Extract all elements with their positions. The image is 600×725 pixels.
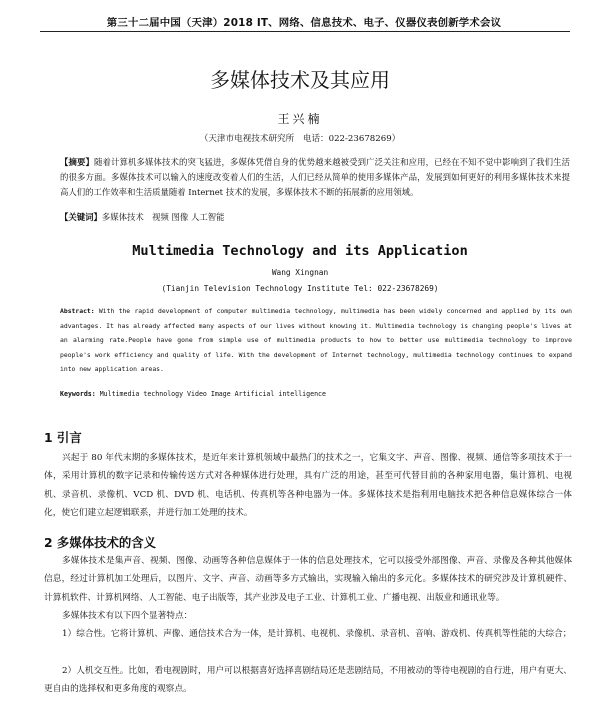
abstract-en-label: Abstract:	[60, 307, 95, 315]
feature-item-interactivity: 2）人机交互性。比如，看电视剧时，用户可以根据喜好选择喜剧结局还是悲剧结局，不用被动的等待电视剧的自行进，用户有更大、更自由的选择权和更多角度的观察点。	[44, 666, 572, 695]
header-rule	[40, 31, 570, 32]
section-1-paragraph: 兴起于 80 年代末期的多媒体技术，是近年来计算机领域中最热门的技术之一，它集文字、声音、图像、视频、通信等多项技术于一体，采用计算机的数字记录和传输传送方式对各种媒体进行处理，具有广泛的用途，甚至可代替目前的各种家用电器，集计算机、电视机、录音机、录像机、VCD 机、DVD 机、电话机、传真机等各种电器为一体。多媒体技术是指利用电脑技术把各种信息媒体综合一体化，使它们建立起逻辑联系，并进行加工处理的技术。	[44, 453, 572, 518]
section-heading-meaning: 2 多媒体技术的含义	[44, 535, 157, 550]
affiliation-en: (Tianjin Television Technology Institute Tel: 022-23678269)	[161, 284, 439, 293]
keywords-en-text: Multimedia technology Video Image Artificial intelligence	[95, 390, 326, 398]
abstract-cn	[60, 155, 570, 200]
keywords-en	[60, 390, 572, 398]
section-2-paragraph: 多媒体技术是集声音、视频、图像、动画等各种信息媒体于一体的信息处理技术，它可以接受外部图像、声音、录像及各种其他媒体信息，经过计算机加工处理后，以图片、文字、声音、动画等多方式输出，实现输入输出的多元化。多媒体技术的研究涉及计算机硬件、计算机软件、计算机网络、人工智能、电子出版等，其产业涉及电子工业、计算机工业、广播电视、出版业和通讯业等。	[44, 556, 572, 603]
abstract-cn-text: 随着计算机多媒体技术的突飞猛进，多媒体凭借自身的优势越来越被受到广泛关注和应用，已经在不知不觉中影响到了我们生活的很多方面。多媒体技术可以输入的速度改变着人们的生活，人们已经从简单的使用多媒体产品，发展到如何更好的利用多媒体技术来提高人们的工作效率和生活质量随着 Internet 技术的发展，多媒体技术不断的拓展新的应用领域。	[60, 157, 571, 197]
keywords-cn	[60, 210, 570, 224]
running-header: 第三十二届中国（天津）2018 IT、网络、信息技术、电子、仪器仪表创新学术会议	[106, 17, 502, 29]
affiliation-cn: （天津市电视技术研究所 电话：022-23678269）	[199, 134, 401, 144]
author-en: Wang Xingnan	[271, 268, 329, 277]
author-cn: 王兴楠	[277, 112, 323, 126]
keywords-cn-label: 【关键词】	[60, 212, 102, 222]
keywords-cn-text: 多媒体技术 视频 图像 人工智能	[101, 212, 225, 222]
abstract-en	[60, 304, 572, 377]
feature-item-integration: 1）综合性。它将计算机、声像、通信技术合为一体，是计算机、电视机、录像机、录音机、音响、游戏机、传真机等性能的大综合；	[62, 629, 572, 639]
paper-title-en: Multimedia Technology and its Application	[132, 243, 468, 259]
abstract-cn-label: 【摘要】	[60, 157, 95, 167]
keywords-en-label: Keywords:	[60, 390, 96, 398]
features-intro: 多媒体技术有以下四个显著特点：	[62, 611, 193, 621]
abstract-en-text: With the rapid development of computer multimedia technology, multimedia has been widely concerned and applied by its own advantages. It has already affected many aspects of our lives without knowing it. Multimedia technology is changing people's lives at an alarming rate.People have gone from simple use of multimedia products to how to better use multimedia technology to improve people's work efficiency and quality of life. With the development of Internet technology, multimedia technology continues to expand into new application areas.	[60, 307, 572, 374]
section-heading-introduction: 1 引言	[44, 430, 82, 445]
paper-title-cn: 多媒体技术及其应用	[210, 68, 390, 92]
